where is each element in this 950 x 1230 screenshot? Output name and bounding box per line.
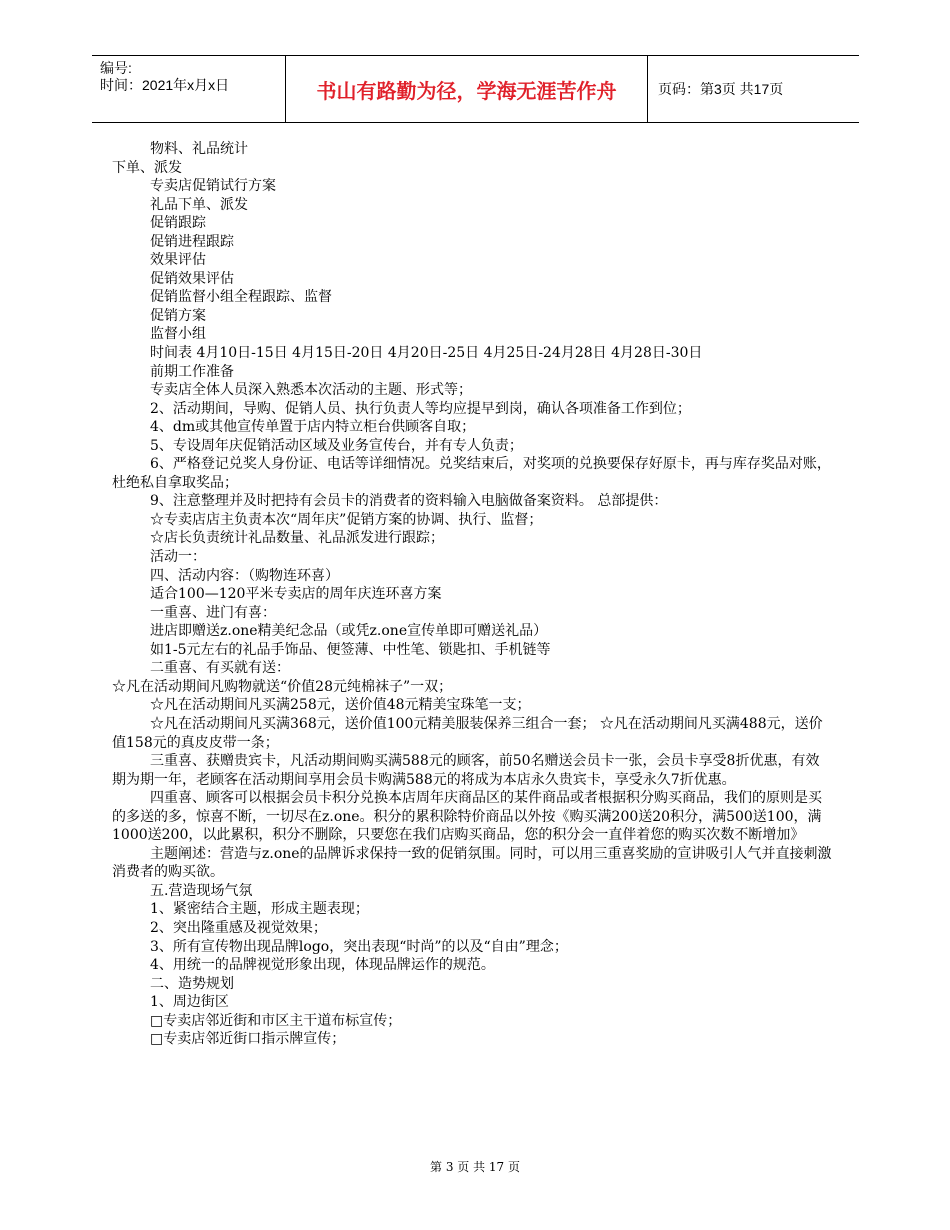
body-paragraph: 促销方案 — [150, 307, 206, 324]
body-paragraph: 1、周边街区 — [150, 994, 229, 1011]
body-paragraph: 物料、礼品统计 — [150, 141, 248, 157]
body-paragraph: 五.营造现场气氛 — [150, 882, 253, 899]
body-paragraph: 四、活动内容：（购物连环喜） — [150, 567, 339, 584]
document-number-label: 编号: — [100, 60, 132, 76]
body-paragraph: 二、造势规划 — [150, 975, 234, 992]
body-paragraph: 5、专设周年庆促销活动区域及业务宣传台，并有专人负责； — [150, 437, 523, 454]
body-paragraph: 二重喜、有买就有送： — [150, 660, 290, 677]
body-paragraph: 9、注意整理并及时把持有会员卡的消费者的资料输入电脑做备案资料。 总部提供： — [150, 493, 668, 510]
body-paragraph: 促销效果评估 — [150, 270, 234, 287]
body-paragraph: 3、所有宣传物出现品牌logo，突出表现“时尚”的以及“自由”理念； — [150, 938, 568, 955]
document-body — [112, 140, 832, 1049]
header-meta — [92, 56, 284, 126]
body-paragraph: 监督小组 — [150, 326, 206, 343]
body-paragraph: 专卖店促销试行方案 — [150, 178, 276, 195]
body-paragraph: 时间表 4月10日-15日 4月15日-20日 4月20日-25日 4月25日-24月28日 4月28日-30日 — [150, 345, 703, 362]
page-footer: 第 3 页 共 17 页 — [430, 1160, 520, 1174]
body-paragraph: 效果评估 — [150, 252, 206, 269]
body-paragraph: ☆凡在活动期间凡买满258元，送价值48元精美宝珠笔一支； — [150, 697, 531, 714]
header-page-number: 页码：第3页 共17页 — [658, 81, 784, 97]
body-paragraph: 促销监督小组全程跟踪、监督 — [150, 289, 332, 306]
body-paragraph: 1、紧密结合主题，形成主题表现； — [150, 901, 369, 918]
body-paragraph: ☆凡在活动期间凡买满368元，送价值100元精美服装保养三组合一套； ☆凡在活动期间凡买满488元，送价值158元的真皮皮带一条； — [112, 715, 823, 751]
body-paragraph: 前期工作准备 — [150, 363, 234, 380]
body-paragraph: ☆店长负责统计礼品数量、礼品派发进行跟踪； — [150, 530, 444, 547]
body-paragraph: 4、dm或其他宣传单置于店内特立柜台供顾客自取； — [150, 419, 476, 436]
body-paragraph: 进店即赠送z.one精美纪念品（或凭z.one宣传单即可赠送礼品） — [150, 623, 548, 640]
body-paragraph: □专卖店邻近街口指示牌宣传； — [150, 1031, 346, 1048]
body-paragraph: 一重喜、进门有喜： — [150, 604, 276, 621]
body-paragraph: ☆专卖店店主负责本次“周年庆”促销方案的协调、执行、监督； — [150, 511, 543, 528]
body-paragraph: 促销进程跟踪 — [150, 233, 234, 250]
body-paragraph: 促销跟踪 — [150, 215, 206, 232]
body-paragraph: 如1-5元左右的礼品手饰品、便签薄、中性笔、锁匙扣、手机链等 — [150, 641, 551, 658]
body-paragraph: 2、活动期间，导购、促销人员、执行负责人等均应提早到岗，确认各项准备工作到位； — [150, 400, 691, 417]
body-paragraph: 主题阐述：营造与z.one的品牌诉求保持一致的促销氛围。同时，可以用三重喜奖励的宣讲吸引人气并直接刺激消费者的购买欲。 — [112, 845, 832, 881]
body-paragraph: 三重喜、获赠贵宾卡，凡活动期间购买满588元的顾客，前50名赠送会员卡一张，会员卡享受8折优惠，有效期为期一年，老顾客在活动期间享用会员卡购满588元的将成为本店永久贵宾卡，享受永久7折优惠。 — [112, 753, 820, 788]
page-header — [92, 55, 859, 123]
body-paragraph: 活动一： — [150, 549, 206, 566]
body-paragraph: ☆凡在活动期间凡购物就送“价值28元纯棉袜子”一双； — [112, 678, 453, 695]
body-paragraph: 6、严格登记兑奖人身份证、电话等详细情况。兑奖结束后，对奖项的兑换要保存好原卡，再与库存奖品对账，杜绝私自拿取奖品； — [112, 456, 831, 491]
header-motto: 书山有路勤为径，学海无涯苦作舟 — [285, 56, 648, 122]
body-paragraph: 4、用统一的品牌视觉形象出现，体现品牌运作的规范。 — [150, 957, 495, 974]
body-paragraph: 四重喜、顾客可以根据会员卡积分兑换本店周年庆商品区的某件商品或者根据积分购买商品，我们的原则是买的多送的多，惊喜不断，一切尽在z.one。积分的累积除特价商品以外按《购买满200送20积分，满500送100，满1000送200，以此累积，积分不删除，只要您在我们店购买商品，您的积分会一直伴着您的购买次数不断增加》 — [112, 790, 822, 844]
body-paragraph: 适合100—120平米专卖店的周年庆连环喜方案 — [150, 586, 442, 603]
body-paragraph: 专卖店全体人员深入熟悉本次活动的主题、形式等； — [150, 382, 472, 399]
body-paragraph: 礼品下单、派发 — [150, 196, 248, 213]
body-paragraph: □专卖店邻近街和市区主干道布标宣传； — [150, 1012, 402, 1029]
body-paragraph: 2、突出隆重感及视觉效果； — [150, 919, 327, 936]
body-paragraph: 下单、派发 — [112, 159, 182, 176]
document-time-label: 时间：2021年x月x日 — [100, 77, 230, 93]
